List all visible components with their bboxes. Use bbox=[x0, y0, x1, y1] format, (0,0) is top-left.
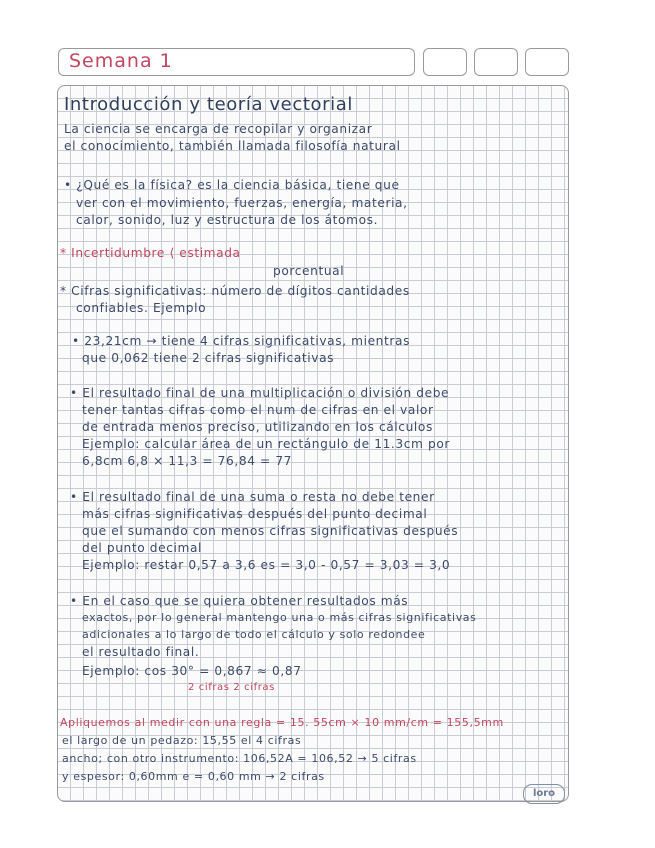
suma-line-3: que el sumando con menos cifras significativas después bbox=[82, 524, 459, 538]
mult-line-3: de entrada menos preciso, utilizando en los cálculos bbox=[82, 420, 433, 434]
aplic-line-4: y espesor: 0,60mm e = 0,60 mm → 2 cifras bbox=[62, 770, 325, 783]
example1-line-2: que 0,062 tiene 2 cifras significativas bbox=[82, 351, 335, 365]
suma-line-2: más cifras significativas después del punto decimal bbox=[82, 507, 428, 521]
suma-line-4: del punto decimal bbox=[82, 541, 203, 555]
exactos-line-5: Ejemplo: cos 30° = 0,867 ≈ 0,87 bbox=[82, 664, 302, 678]
loro-logo: loro bbox=[523, 784, 565, 804]
exactos-line-2: exactos, por lo general mantengo una o más cifras significativas bbox=[82, 611, 477, 624]
aplic-line-1: Apliquemos al medir con una regla = 15. 55cm × 10 mm/cm = 155,5mm bbox=[60, 716, 504, 729]
week-title-box bbox=[58, 48, 415, 76]
fisica-line-2: ver con el movimiento, fuerzas, energía, materia, bbox=[76, 196, 408, 210]
mult-line-5: 6,8cm 6,8 × 11,3 = 76,84 = 77 bbox=[82, 454, 293, 468]
suma-line-5: Ejemplo: restar 0,57 a 3,6 es = 3,0 - 0,57 = 3,03 = 3,0 bbox=[82, 558, 451, 572]
exactos-line-4: el resultado final. bbox=[82, 645, 200, 659]
exactos-line-6: 2 cifras 2 cifras bbox=[188, 682, 275, 693]
aplic-line-2: el largo de un pedazo: 15,55 el 4 cifras bbox=[62, 734, 302, 747]
fisica-line-1: • ¿Qué es la física? es la ciencia básica, tiene que bbox=[64, 178, 400, 192]
exactos-line-1: • En el caso que se quiera obtener resultados más bbox=[70, 594, 409, 608]
header-box-1 bbox=[423, 48, 467, 76]
header-box-2 bbox=[474, 48, 518, 76]
incertidumbre-line-1: * Incertidumbre ⟨ estimada bbox=[60, 246, 241, 260]
suma-line-1: • El resultado final de una suma o resta no debe tener bbox=[70, 490, 435, 504]
example1-line-1: • 23,21cm → tiene 4 cifras significativas, mientras bbox=[72, 334, 411, 348]
mult-line-1: • El resultado final de una multiplicación o división debe bbox=[70, 386, 450, 400]
header-box-3 bbox=[525, 48, 569, 76]
intro-line-1: La ciencia se encarga de recopilar y organizar bbox=[64, 122, 373, 136]
exactos-line-3: adicionales a lo largo de todo el cálculo y solo redondee bbox=[82, 628, 426, 641]
cifras-line-1: * Cifras significativas: número de dígitos cantidades bbox=[60, 284, 410, 298]
cifras-line-2: confiables. Ejemplo bbox=[76, 301, 207, 315]
week-title: Semana 1 bbox=[69, 50, 173, 72]
section-title: Introducción y teoría vectorial bbox=[64, 94, 353, 115]
mult-line-4: Ejemplo: calcular área de un rectángulo de 11.3cm por bbox=[82, 437, 451, 451]
aplic-line-3: ancho; con otro instrumento: 106,52A = 106,52 → 5 cifras bbox=[62, 752, 417, 765]
incertidumbre-line-2: porcentual bbox=[273, 264, 345, 278]
notebook-page bbox=[57, 85, 569, 802]
fisica-line-3: calor, sonido, luz y estructura de los átomos. bbox=[76, 213, 379, 227]
intro-line-2: el conocimiento, también llamada filosofía natural bbox=[64, 139, 401, 153]
mult-line-2: tener tantas cifras como el num de cifras en el valor bbox=[82, 403, 434, 417]
